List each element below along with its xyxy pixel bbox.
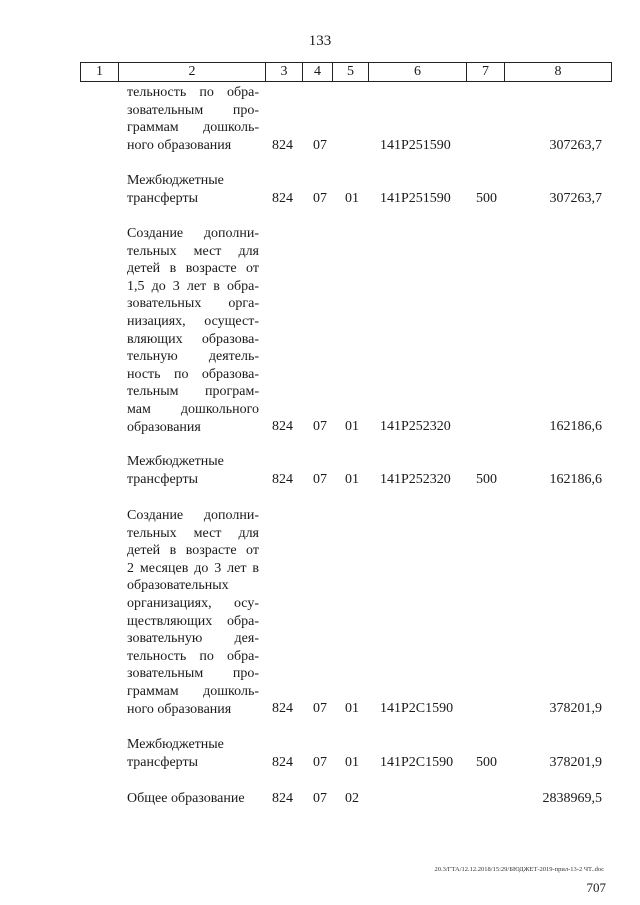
- cell-col-4: 07: [313, 791, 327, 806]
- row-description: [127, 172, 259, 207]
- row-description: [127, 736, 259, 771]
- description-line: ществляющих обра-: [127, 613, 259, 629]
- table-header: [80, 62, 612, 82]
- description-line: образовательных: [127, 578, 229, 594]
- description-line: 1,5 до 3 лет в обра-: [127, 278, 259, 294]
- cell-col-6: 141P251590: [380, 138, 451, 153]
- cell-col-4: 07: [313, 419, 327, 434]
- header-col-3: 3: [266, 63, 303, 81]
- cell-col-8: 162186,6: [549, 419, 602, 434]
- description-line: Создание дополни-: [127, 226, 259, 241]
- cell-col-6: 141P2C1590: [380, 701, 454, 716]
- description-line: тельность по обра-: [127, 648, 259, 664]
- cell-col-8: 378201,9: [549, 701, 602, 716]
- description-line: организациях, осу-: [127, 595, 259, 611]
- description-line: детей в возрасте от: [127, 543, 259, 559]
- header-col-1: 1: [81, 63, 119, 81]
- cell-col-5: 01: [345, 191, 359, 206]
- row-description: [127, 790, 259, 808]
- cell-col-3: 824: [272, 791, 293, 806]
- description-line: зовательную дея-: [127, 631, 259, 647]
- header-col-6: 6: [369, 63, 467, 81]
- cell-col-7: 500: [476, 755, 497, 770]
- row-description: [127, 453, 259, 488]
- description-line: Межбюджетные: [127, 737, 224, 752]
- cell-col-3: 824: [272, 138, 293, 153]
- description-line: Создание дополни-: [127, 508, 259, 523]
- description-line: граммам дошколь-: [127, 683, 259, 699]
- description-line: Общее образование: [127, 791, 245, 806]
- cell-col-7: 500: [476, 472, 497, 487]
- header-col-8: 8: [554, 64, 562, 79]
- description-line: зовательных орга-: [127, 296, 259, 312]
- page-number: 133: [308, 33, 332, 49]
- sheet-number: 707: [586, 880, 606, 895]
- row-description: [127, 225, 259, 436]
- description-line: тельную деятель-: [127, 349, 259, 365]
- cell-col-4: 07: [313, 701, 327, 716]
- cell-col-6: 141P252320: [380, 472, 451, 487]
- cell-col-8: 307263,7: [549, 191, 602, 206]
- description-line: тельность по обра-: [127, 85, 259, 100]
- cell-col-5: 01: [345, 701, 359, 716]
- cell-col-8: 2838969,5: [542, 791, 602, 806]
- description-line: ность по образова-: [127, 366, 259, 382]
- cell-col-3: 824: [272, 191, 293, 206]
- description-line: трансферты: [127, 190, 199, 206]
- description-line: Межбюджетные: [127, 173, 224, 188]
- description-line: тельным програм-: [127, 384, 259, 400]
- description-line: Межбюджетные: [127, 454, 224, 469]
- cell-col-3: 824: [272, 419, 293, 434]
- description-line: трансферты: [127, 471, 199, 487]
- description-line: тельных мест для: [127, 525, 259, 541]
- cell-col-8: 307263,7: [549, 138, 602, 153]
- description-line: вляющих образова-: [127, 331, 259, 347]
- cell-col-3: 824: [272, 755, 293, 770]
- cell-col-4: 07: [313, 138, 327, 153]
- description-line: ного образования: [127, 701, 232, 717]
- cell-col-4: 07: [313, 472, 327, 487]
- cell-col-5: 02: [345, 791, 359, 806]
- row-description: [127, 507, 259, 718]
- cell-col-6: 141P251590: [380, 191, 451, 206]
- cell-col-6: 141P252320: [380, 419, 451, 434]
- description-line: мам дошкольного: [127, 401, 259, 417]
- header-col-4: 4: [303, 63, 333, 81]
- description-line: трансферты: [127, 754, 199, 770]
- description-line: граммам дошколь-: [127, 120, 259, 136]
- row-description: [127, 84, 259, 154]
- cell-col-5: 01: [345, 419, 359, 434]
- header-col-2: 2: [119, 63, 266, 81]
- description-line: 2 месяцев до 3 лет в: [127, 560, 259, 576]
- cell-col-3: 824: [272, 701, 293, 716]
- description-line: ного образования: [127, 137, 232, 153]
- description-line: низациях, осущест-: [127, 313, 259, 329]
- file-path: 20.3/ГТА/12.12.2018/15:29/БЮДЖЕТ-2019-прил-13-2 ЧТ..doc: [434, 866, 604, 873]
- description-line: зовательным про-: [127, 666, 259, 682]
- header-col-5: 5: [333, 63, 369, 81]
- description-line: детей в возрасте от: [127, 261, 259, 277]
- header-col-7: 7: [467, 63, 505, 81]
- cell-col-5: 01: [345, 755, 359, 770]
- cell-col-8: 378201,9: [549, 755, 602, 770]
- cell-col-8: 162186,6: [549, 472, 602, 487]
- cell-col-7: 500: [476, 191, 497, 206]
- description-line: зовательным про-: [127, 102, 259, 118]
- cell-col-6: 141P2C1590: [380, 755, 454, 770]
- cell-col-4: 07: [313, 191, 327, 206]
- cell-col-4: 07: [313, 755, 327, 770]
- cell-col-5: 01: [345, 472, 359, 487]
- cell-col-3: 824: [272, 472, 293, 487]
- description-line: образования: [127, 419, 201, 435]
- description-line: тельных мест для: [127, 243, 259, 259]
